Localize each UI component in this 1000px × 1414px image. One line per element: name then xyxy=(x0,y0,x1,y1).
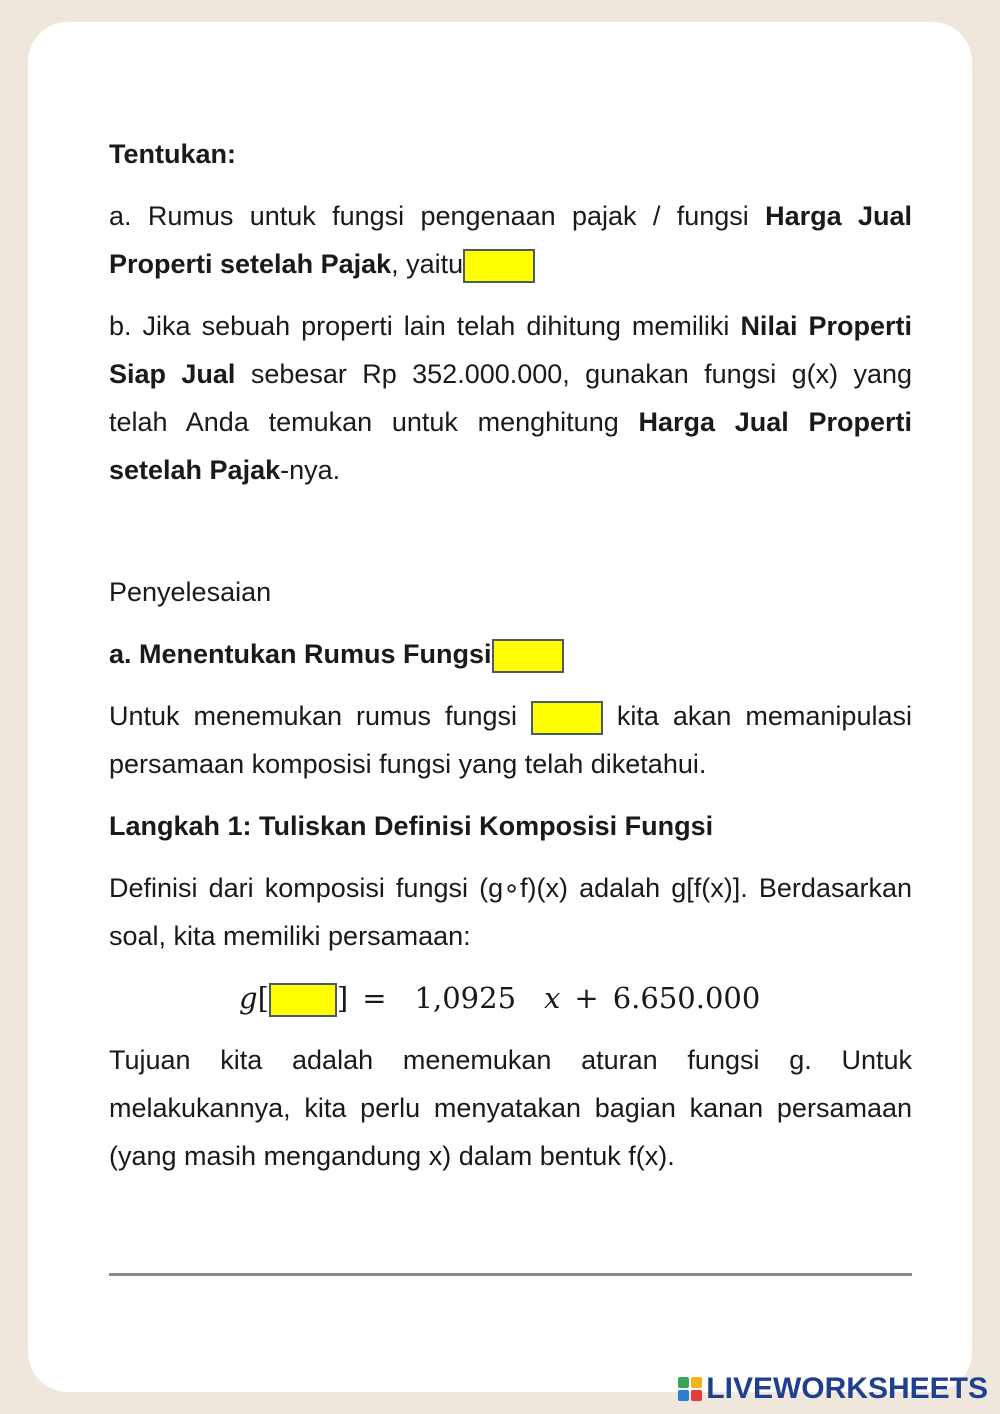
brand-name: LIVEWORKSHEETS xyxy=(706,1372,988,1405)
worksheet-content xyxy=(109,130,912,1180)
section-a-text-1: Untuk menemukan rumus fungsi xyxy=(109,701,531,731)
answer-blank-2[interactable] xyxy=(492,639,564,673)
section-a-title xyxy=(109,630,912,678)
brand-logo xyxy=(678,1372,988,1406)
question-b-bold-2: Harga Jual Properti setelah Pajak xyxy=(109,407,912,485)
answer-blank-1[interactable] xyxy=(463,249,535,283)
formula-g: g xyxy=(239,981,258,1015)
answer-blank-4[interactable] xyxy=(269,983,337,1017)
heading: Tentukan: xyxy=(109,139,236,169)
question-b xyxy=(109,302,912,494)
liveworksheets-icon xyxy=(678,1377,702,1401)
question-b-text-3: -nya. xyxy=(280,455,341,485)
section-a-text xyxy=(109,692,912,788)
step1-text: Definisi dari komposisi fungsi (g∘f)(x) adalah g[f(x)]. Berdasarkan soal, kita memiliki persamaan: xyxy=(109,873,912,951)
question-b-text-1: b. Jika sebuah properti lain telah dihitung memiliki xyxy=(109,311,741,341)
goal-text: Tujuan kita adalah menemukan aturan fungsi g. Untuk melakukannya, kita perlu menyatakan bagian kanan persamaan (yang masih mengandung x) dalam bentuk f(x). xyxy=(109,1045,912,1171)
question-b-bold-1: Nilai Properti Siap Jual xyxy=(109,311,912,389)
section-a-title-text: a. Menentukan Rumus Fungsi xyxy=(109,639,492,669)
solution-label: Penyelesaian xyxy=(109,577,272,607)
question-a-suffix: , yaitu xyxy=(391,249,464,279)
divider xyxy=(109,1273,912,1276)
formula-equals: = xyxy=(362,981,387,1015)
formula-constant: 6.650.000 xyxy=(612,981,761,1015)
question-a-text: a. Rumus untuk fungsi pengenaan pajak / fungsi xyxy=(109,201,766,231)
section-a-text-2: kita akan memanipulasi persamaan komposisi fungsi yang telah diketahui. xyxy=(109,701,912,779)
step1-title: Langkah 1: Tuliskan Definisi Komposisi Fungsi xyxy=(109,811,714,841)
question-a xyxy=(109,192,912,288)
formula-close: ] xyxy=(336,981,349,1015)
formula-variable: x xyxy=(544,981,561,1015)
question-a-bold: Harga Jual Properti setelah Pajak xyxy=(109,201,912,279)
formula xyxy=(239,974,1000,1022)
formula-plus: + xyxy=(574,981,599,1015)
answer-blank-3[interactable] xyxy=(531,701,603,735)
question-b-text-2: sebesar Rp 352.000.000, gunakan fungsi g(x) yang telah Anda temukan untuk menghitung xyxy=(109,359,913,437)
formula-coefficient: 1,0925 xyxy=(414,981,517,1015)
formula-open: [ xyxy=(257,981,269,1015)
